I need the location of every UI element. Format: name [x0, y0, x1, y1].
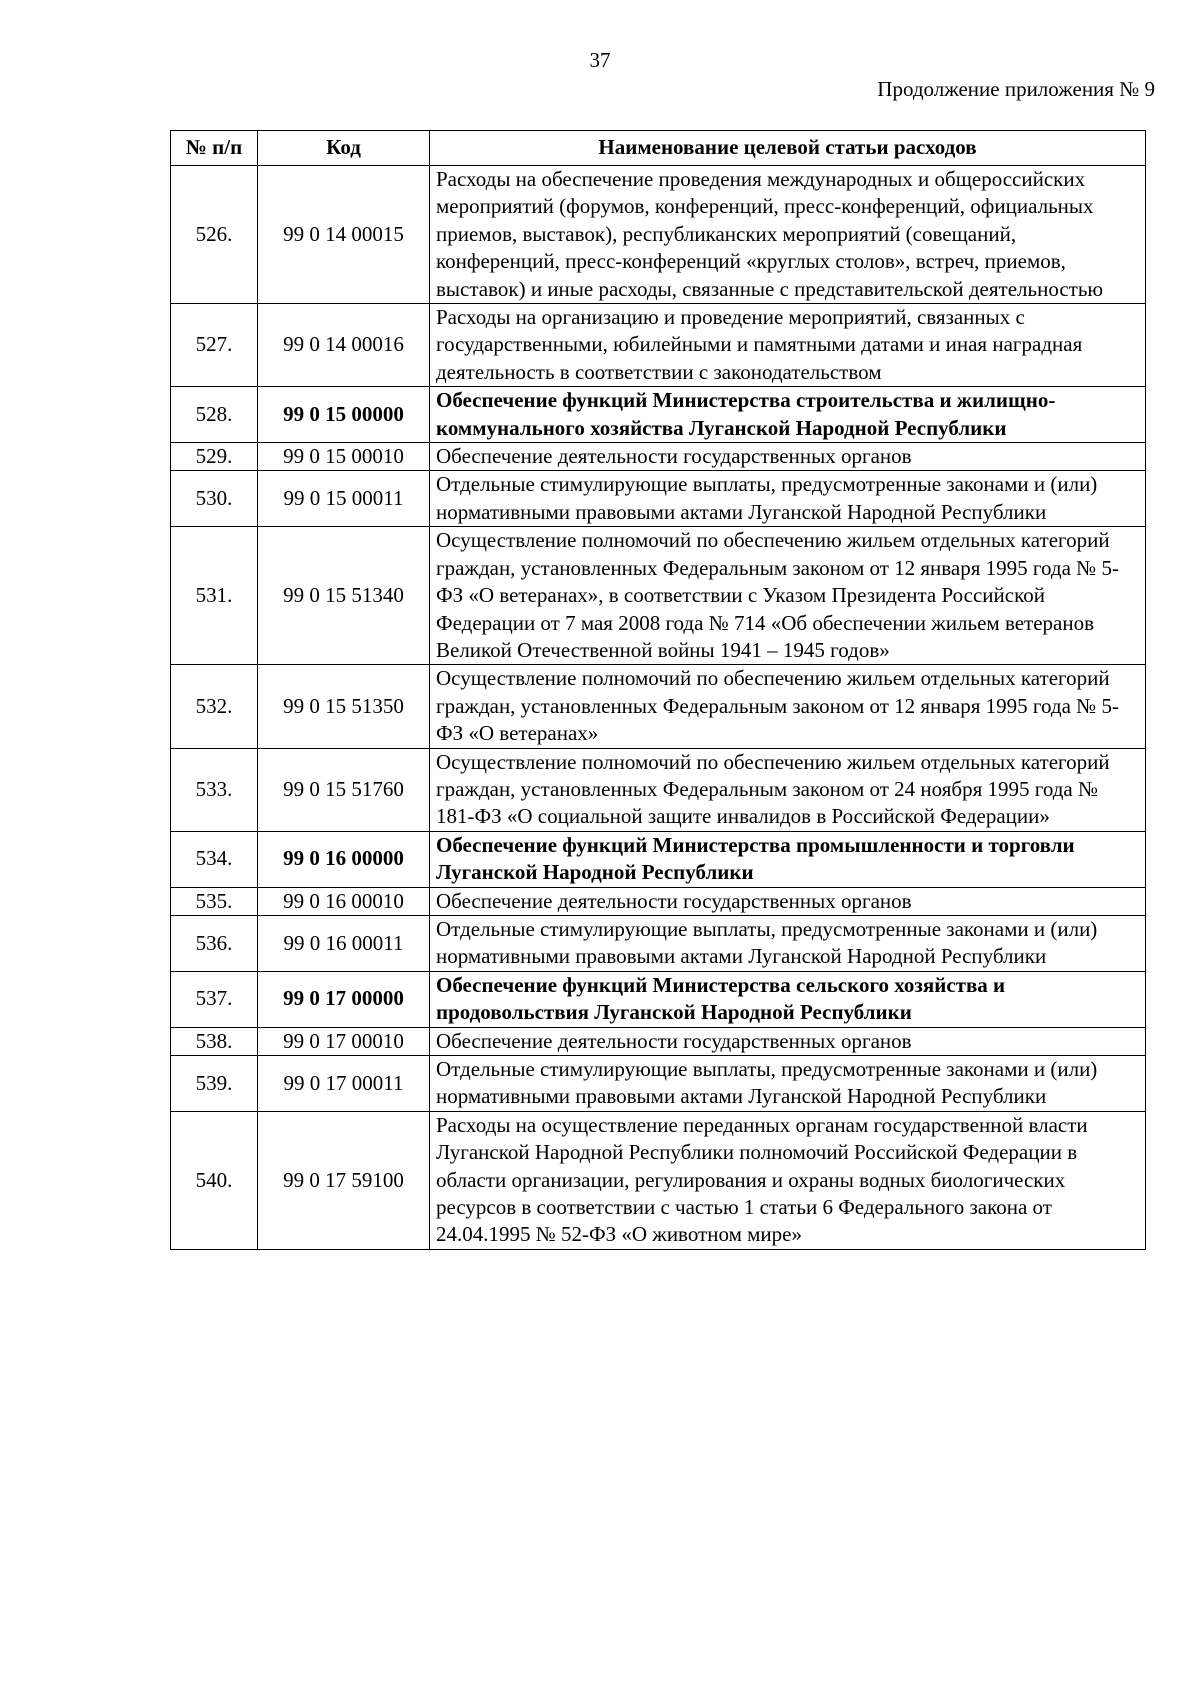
- row-number-cell: 530.: [171, 471, 258, 527]
- row-code-cell: 99 0 15 00000: [258, 387, 430, 443]
- column-header-name: Наименование целевой статьи расходов: [430, 131, 1146, 166]
- row-number-cell: 535.: [171, 887, 258, 915]
- row-name-cell: Осуществление полномочий по обеспечению жильем отдельных категорий граждан, установленных Федеральным законом от 12 января 1995 года № 5-ФЗ «О ветеранах», в соответствии с Указом Президента Российской Федерации от 7 мая 2008 года № 714 «Об обеспечении жильем ветеранов Великой Отечественной войны 1941 – 1945 годов»: [430, 527, 1146, 665]
- row-name-cell: Расходы на организацию и проведение мероприятий, связанных с государственными, юбилейными и памятными датами и иная наградная деятельность в соответствии с законодательством: [430, 304, 1146, 387]
- row-name-cell: Обеспечение деятельности государственных органов: [430, 887, 1146, 915]
- row-name-cell: Осуществление полномочий по обеспечению жильем отдельных категорий граждан, установленных Федеральным законом от 12 января 1995 года № 5-ФЗ «О ветеранах»: [430, 665, 1146, 748]
- row-number-cell: 540.: [171, 1111, 258, 1249]
- row-name-cell: Расходы на осуществление переданных органам государственной власти Луганской Народной Республики полномочий Российской Федерации в области организации, регулирования и охраны водных биологических ресурсов в соответствии с частью 1 статьи 6 Федерального закона от 24.04.1995 № 52-ФЗ «О животном мире»: [430, 1111, 1146, 1249]
- table-row: [171, 443, 1146, 471]
- table-row: [171, 1111, 1146, 1249]
- row-name-cell: Отдельные стимулирующие выплаты, предусмотренные законами и (или) нормативными правовыми актами Луганской Народной Республики: [430, 1056, 1146, 1112]
- row-code-cell: 99 0 14 00016: [258, 304, 430, 387]
- row-number-cell: 539.: [171, 1056, 258, 1112]
- table-row: [171, 527, 1146, 665]
- table-row: [171, 1027, 1146, 1055]
- row-number-cell: 527.: [171, 304, 258, 387]
- row-code-cell: 99 0 14 00015: [258, 166, 430, 304]
- row-name-cell: Обеспечение функций Министерства сельского хозяйства и продовольствия Луганской Народной Республики: [430, 971, 1146, 1027]
- row-code-cell: 99 0 16 00010: [258, 887, 430, 915]
- table-body: [171, 166, 1146, 1250]
- row-code-cell: 99 0 15 51350: [258, 665, 430, 748]
- table-row: [171, 748, 1146, 831]
- table-row: [171, 665, 1146, 748]
- row-code-cell: 99 0 17 00000: [258, 971, 430, 1027]
- table-row: [171, 971, 1146, 1027]
- row-number-cell: 531.: [171, 527, 258, 665]
- row-name-cell: Отдельные стимулирующие выплаты, предусмотренные законами и (или) нормативными правовыми актами Луганской Народной Республики: [430, 915, 1146, 971]
- expense-items-table: [170, 130, 1146, 1250]
- row-code-cell: 99 0 17 00011: [258, 1056, 430, 1112]
- row-name-cell: Осуществление полномочий по обеспечению жильем отдельных категорий граждан, установленных Федеральным законом от 24 ноября 1995 года № 181-ФЗ «О социальной защите инвалидов в Российской Федерации»: [430, 748, 1146, 831]
- table-row: [171, 304, 1146, 387]
- table-row: [171, 915, 1146, 971]
- table-row: [171, 166, 1146, 304]
- row-number-cell: 533.: [171, 748, 258, 831]
- row-number-cell: 526.: [171, 166, 258, 304]
- column-header-number: № п/п: [171, 131, 258, 166]
- row-code-cell: 99 0 17 00010: [258, 1027, 430, 1055]
- table-row: [171, 387, 1146, 443]
- row-number-cell: 534.: [171, 831, 258, 887]
- row-code-cell: 99 0 17 59100: [258, 1111, 430, 1249]
- row-number-cell: 537.: [171, 971, 258, 1027]
- table-header-row: [171, 131, 1146, 166]
- row-name-cell: Обеспечение деятельности государственных органов: [430, 443, 1146, 471]
- table-row: [171, 471, 1146, 527]
- row-code-cell: 99 0 15 51340: [258, 527, 430, 665]
- row-code-cell: 99 0 15 00011: [258, 471, 430, 527]
- row-number-cell: 532.: [171, 665, 258, 748]
- page-number: 37: [589, 48, 611, 72]
- row-number-cell: 529.: [171, 443, 258, 471]
- row-name-cell: Обеспечение функций Министерства строительства и жилищно-коммунального хозяйства Луганской Народной Республики: [430, 387, 1146, 443]
- row-name-cell: Отдельные стимулирующие выплаты, предусмотренные законами и (или) нормативными правовыми актами Луганской Народной Республики: [430, 471, 1146, 527]
- row-name-cell: Обеспечение деятельности государственных органов: [430, 1027, 1146, 1055]
- row-code-cell: 99 0 15 51760: [258, 748, 430, 831]
- appendix-continuation-label: Продолжение приложения № 9: [877, 77, 1155, 101]
- row-code-cell: 99 0 16 00011: [258, 915, 430, 971]
- row-code-cell: 99 0 16 00000: [258, 831, 430, 887]
- row-number-cell: 528.: [171, 387, 258, 443]
- row-code-cell: 99 0 15 00010: [258, 443, 430, 471]
- row-number-cell: 538.: [171, 1027, 258, 1055]
- table-row: [171, 1056, 1146, 1112]
- row-name-cell: Расходы на обеспечение проведения международных и общероссийских мероприятий (форумов, конференций, пресс-конференций, официальных приемов, выставок), республиканских мероприятий (совещаний, конференций, пресс-конференций «круглых столов», встреч, приемов, выставок) и иные расходы, связанные с представительской деятельностью: [430, 166, 1146, 304]
- table-row: [171, 831, 1146, 887]
- row-name-cell: Обеспечение функций Министерства промышленности и торговли Луганской Народной Республики: [430, 831, 1146, 887]
- row-number-cell: 536.: [171, 915, 258, 971]
- table-row: [171, 887, 1146, 915]
- column-header-code: Код: [258, 131, 430, 166]
